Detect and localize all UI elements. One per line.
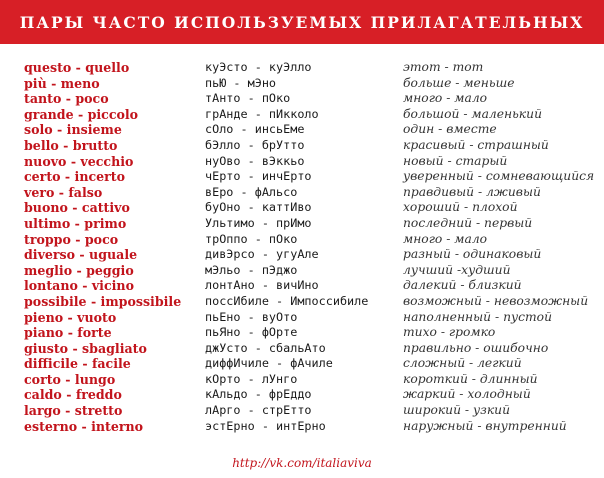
russian-pair: больше - меньше (403, 75, 515, 90)
pronunciation-pair: Ультимо - прИмо (205, 215, 312, 230)
italian-pair: caldo - freddo (24, 387, 122, 403)
pronunciation-pair: вЕро - фАльсо (205, 184, 298, 199)
pronunciation-pair: куЭсто - куЭлло (205, 60, 312, 74)
pronunciation-pair: эстЕрно - интЕрно (205, 418, 326, 433)
russian-pair: один - вместе (403, 122, 497, 137)
italian-pair: grande - piccolo (24, 106, 139, 122)
pronunciation-pair: нуОво - вЭккьо (205, 153, 305, 168)
italian-pair: più - meno (24, 75, 100, 91)
russian-pair: широкий - узкий (403, 403, 511, 418)
russian-pair: возможный - невозможный (403, 293, 589, 308)
italian-pair: lontano - vicino (24, 278, 134, 294)
russian-pair: лучший -худший (403, 262, 511, 277)
italian-pair: ultimo - primo (24, 215, 127, 231)
italian-pair: largo - stretto (24, 403, 123, 419)
russian-pair: красивый - страшный (403, 137, 549, 152)
italian-pair: questo - quello (24, 60, 130, 75)
russian-pair: этот - тот (403, 60, 484, 74)
russian-pair: наполненный - пустой (403, 309, 552, 324)
italian-pair: difficile - facile (24, 356, 131, 372)
italian-pair: piano - forte (24, 325, 112, 341)
italian-pair: solo - insieme (24, 122, 122, 138)
pronunciation-pair: тАнто - пОко (205, 91, 291, 106)
russian-pair: последний - первый (403, 215, 533, 230)
pronunciation-pair: дивЭрсо - угуАле (205, 247, 319, 262)
russian-pair: большой - маленький (403, 106, 542, 121)
pronunciation-pair: лАрго - стрЕтто (205, 403, 312, 418)
russian-pair: уверенный - сомневающийся (403, 169, 595, 184)
pronunciation-pair: джУсто - сбальАто (205, 340, 326, 355)
page-title: ПАРЫ ЧАСТО ИСПОЛЬЗУЕМЫХ ПРИЛАГАТЕЛЬНЫХ (19, 12, 585, 32)
italian-pair: giusto - sbagliato (24, 340, 147, 356)
russian-pair: правдивый - лживый (403, 184, 541, 199)
pronunciation-pair: мЭльо - пЭджо (205, 262, 298, 277)
italian-pair: corto - lungo (24, 371, 116, 387)
italian-pair: possibile - impossibile (24, 293, 182, 309)
italian-pair: meglio - peggio (24, 262, 134, 278)
pronunciation-pair: пьЮ - мЭно (205, 75, 277, 90)
italian-pair: esterno - interno (24, 418, 144, 434)
footer-link[interactable]: http://vk.com/italiaviva (232, 456, 372, 470)
italian-pair: diverso - uguale (24, 247, 138, 263)
pronunciation-pair: чЕрто - инчЕрто (205, 169, 312, 184)
pronunciation-pair: кАльдо - фрЕддо (205, 387, 312, 402)
pronunciation-pair: буОно - каттИво (205, 200, 312, 215)
italian-pair: certo - incerto (24, 169, 126, 185)
pronunciation-column (205, 60, 368, 434)
russian-pair: много - мало (403, 231, 488, 246)
italian-pair: nuovo - vecchio (24, 153, 134, 169)
pronunciation-pair: грАнде - пИкколо (205, 106, 319, 121)
russian-pair: новый - старый (403, 153, 508, 168)
italian-pair: vero - falso (24, 184, 103, 200)
header-banner (0, 0, 604, 44)
russian-pair: сложный - легкий (403, 356, 522, 371)
russian-pair: разный - одинаковый (403, 247, 542, 262)
russian-pair: много - мало (403, 91, 488, 106)
russian-column (403, 60, 594, 434)
russian-pair: хороший - плохой (403, 200, 518, 215)
pronunciation-pair: бЭлло - брУтто (205, 137, 305, 152)
pronunciation-pair: трОппо - пОко (205, 231, 298, 246)
pronunciation-pair: пьЕно - вуОто (205, 309, 298, 324)
russian-pair: тихо - громко (403, 325, 496, 340)
pronunciation-pair: сОло - инсьЕме (205, 122, 305, 137)
russian-pair: короткий - длинный (403, 371, 538, 386)
italian-pair: pieno - vuoto (24, 309, 117, 325)
russian-pair: правильно - ошибочно (403, 340, 549, 355)
italian-pair: tanto - poco (24, 91, 109, 107)
italian-pair: buono - cattivo (24, 200, 130, 216)
russian-pair: наружный - внутренний (403, 418, 567, 433)
pronunciation-pair: лонтАно - вичИно (205, 278, 319, 293)
pronunciation-pair: кОрто - лУнго (205, 371, 298, 386)
italian-pair: bello - brutto (24, 137, 118, 153)
russian-pair: далекий - близкий (403, 278, 522, 293)
italian-column (24, 60, 181, 434)
pronunciation-pair: пьЯно - фОрте (205, 325, 298, 340)
italian-pair: troppo - poco (24, 231, 119, 247)
pronunciation-pair: поссИбиле - Импоссибиле (205, 293, 369, 308)
russian-pair: жаркий - холодный (403, 387, 531, 402)
pronunciation-pair: диффИчиле - фАчиле (205, 356, 333, 371)
